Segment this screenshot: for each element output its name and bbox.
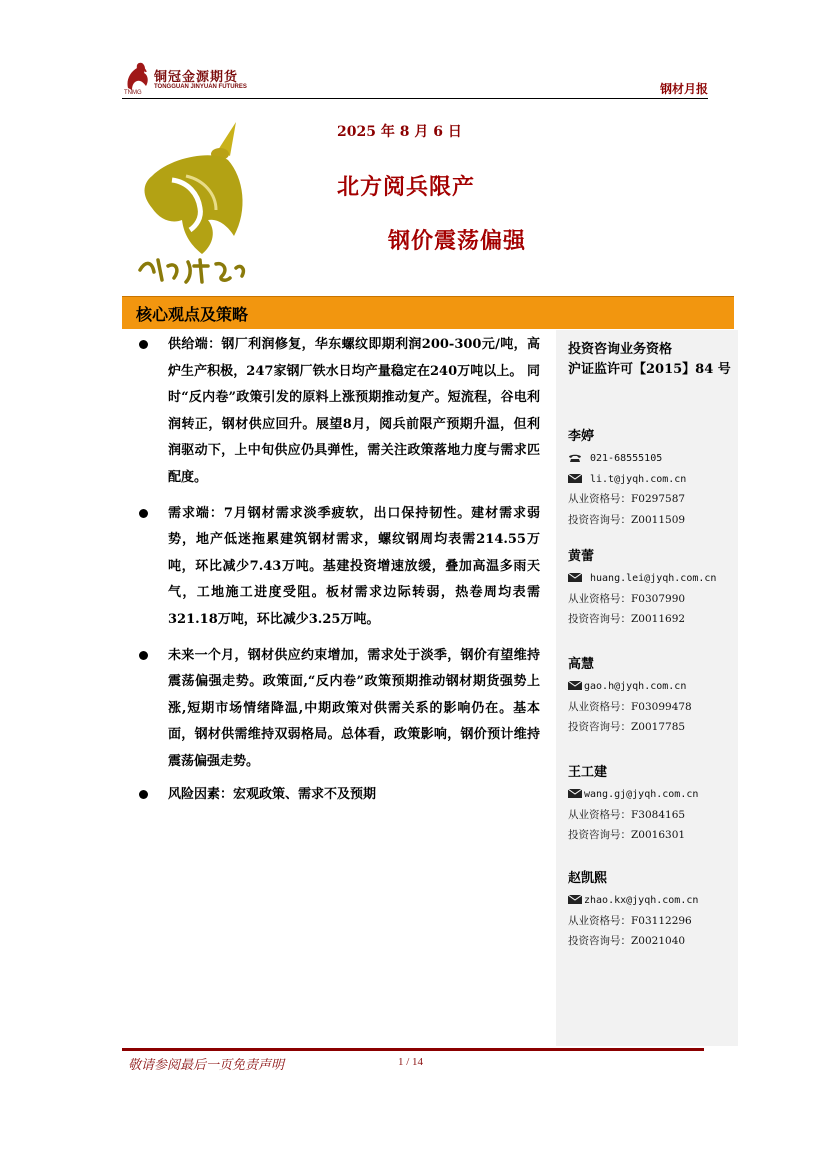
advisor-label: 投资咨询号： — [568, 721, 631, 733]
header-divider — [122, 98, 708, 99]
qualification-line: 投资咨询业务资格 — [568, 342, 673, 357]
advisor-number: Z0016301 — [631, 829, 686, 841]
footer-divider — [122, 1048, 704, 1051]
bullet-dot-icon — [139, 509, 148, 518]
brand-name-en: TONGGUAN JINYUAN FUTURES — [154, 84, 247, 90]
core-views-list — [138, 332, 540, 808]
list-item — [138, 332, 540, 492]
cert-number: F0297587 — [631, 493, 686, 505]
cert-label: 从业资格号： — [568, 592, 631, 605]
company-logo — [122, 60, 262, 98]
analyst-name: 王工建 — [568, 765, 608, 780]
analyst-card — [568, 762, 736, 846]
analyst-email[interactable]: huang.lei@jyqh.com.cn — [590, 573, 717, 584]
advisor-label: 投资咨询号： — [568, 513, 631, 526]
license-line: 沪证监许可【2015】84 号 — [568, 362, 731, 377]
cert-number: F0307990 — [631, 592, 686, 605]
list-item — [138, 782, 540, 809]
email-icon — [568, 895, 582, 904]
advisor-number: Z0017785 — [631, 721, 686, 733]
disclaimer-link: 敬请参阅最后一页免责声明 — [128, 1058, 285, 1073]
advisor-label: 投资咨询号： — [568, 613, 631, 625]
cert-label: 从业资格号： — [568, 808, 631, 821]
advisor-number: Z0011692 — [631, 613, 686, 625]
bullet-dot-icon — [139, 651, 148, 660]
section-header-bar — [122, 296, 734, 329]
brand-name-cn: 铜冠金源期货 — [154, 70, 239, 85]
email-icon — [568, 573, 582, 582]
analyst-name: 黄蕾 — [568, 549, 595, 564]
report-date: 2025 年 8 月 6 日 — [337, 124, 462, 140]
email-icon — [568, 789, 582, 798]
analyst-email[interactable]: zhao.kx@jyqh.com.cn — [584, 895, 699, 906]
analyst-name: 赵凯熙 — [568, 871, 608, 886]
analyst-phone: 021-68555105 — [590, 453, 663, 464]
analyst-card — [568, 868, 736, 952]
analyst-name: 高慧 — [568, 657, 595, 672]
cert-number: F03112296 — [631, 914, 692, 927]
report-title-line2: 钢价震荡偏强 — [388, 228, 527, 254]
analyst-sidebar — [556, 330, 738, 1046]
report-type-label: 钢材月报 — [659, 82, 708, 96]
analyst-card — [568, 654, 736, 738]
email-icon — [568, 474, 582, 483]
list-item — [138, 501, 540, 634]
tnmg-horse-logo-icon — [122, 60, 152, 94]
advisor-number: Z0021040 — [631, 935, 686, 947]
list-item — [138, 643, 540, 776]
cert-label: 从业资格号： — [568, 493, 631, 505]
page-number: 1 / 14 — [398, 1056, 424, 1068]
risk-paragraph: 风险因素：宏观政策、需求不及预期 — [168, 786, 377, 802]
advisor-number: Z0011509 — [631, 513, 686, 526]
cert-label: 从业资格号： — [568, 700, 631, 713]
advisor-label: 投资咨询号： — [568, 935, 631, 947]
analyst-email[interactable]: gao.h@jyqh.com.cn — [584, 681, 687, 692]
phone-icon — [568, 453, 582, 462]
cert-number: F03099478 — [631, 700, 692, 713]
qualification-block — [568, 340, 731, 380]
helmet-emblem-icon — [132, 120, 252, 288]
supply-paragraph: 供给端：钢厂利润修复，华东螺纹即期利润200-300元/吨，高炉生产积极，247家钢厂铁水日均产量稳定在240万吨以上。 同时“反内卷”政策引发的原料上涨预期推动复产。短流程，谷电利润转正，钢材供应回升。展望8月，阅兵前限产预期升温，但利润驱动下，上中旬供应仍具弹性，需关注政策落地力度与需求匹配度。 — [168, 337, 540, 485]
analyst-name: 李婷 — [568, 429, 595, 444]
outlook-paragraph: 未来一个月，钢材供应约束增加，需求处于淡季，钢价有望维持震荡偏强走势。政策面,“反内卷”政策预期推动钢材期货强势上涨,短期市场情绪降温,中期政策对供需关系的影响仍在。基本面，钢材供需维持双弱格局。总体看，政策影响，钢价预计维持震荡偏强走势。 — [168, 647, 540, 769]
report-title-line1: 北方阅兵限产 — [337, 174, 476, 200]
demand-paragraph: 需求端：7月钢材需求淡季疲软，出口保持韧性。建材需求弱势，地产低迷拖累建筑钢材需求，螺纹钢周均表需214.55万吨，环比减少7.43万吨。基建投资增速放缓，叠加高温多雨天气，工地施工进度受阻。板材需求边际转弱，热卷周均表需321.18万吨，环比减少3.25万吨。 — [168, 505, 540, 627]
bullet-dot-icon — [139, 790, 148, 799]
analyst-card — [568, 426, 736, 530]
analyst-card — [568, 546, 736, 630]
brand-abbr: TNMG — [124, 90, 142, 96]
bullet-dot-icon — [139, 340, 148, 349]
analyst-email[interactable]: li.t@jyqh.com.cn — [590, 473, 687, 485]
email-icon — [568, 681, 582, 690]
cert-label: 从业资格号： — [568, 914, 631, 927]
advisor-label: 投资咨询号： — [568, 829, 631, 841]
analyst-email[interactable]: wang.gj@jyqh.com.cn — [584, 789, 699, 800]
cert-number: F3084165 — [631, 808, 686, 821]
section-title: 核心观点及策略 — [136, 305, 249, 324]
